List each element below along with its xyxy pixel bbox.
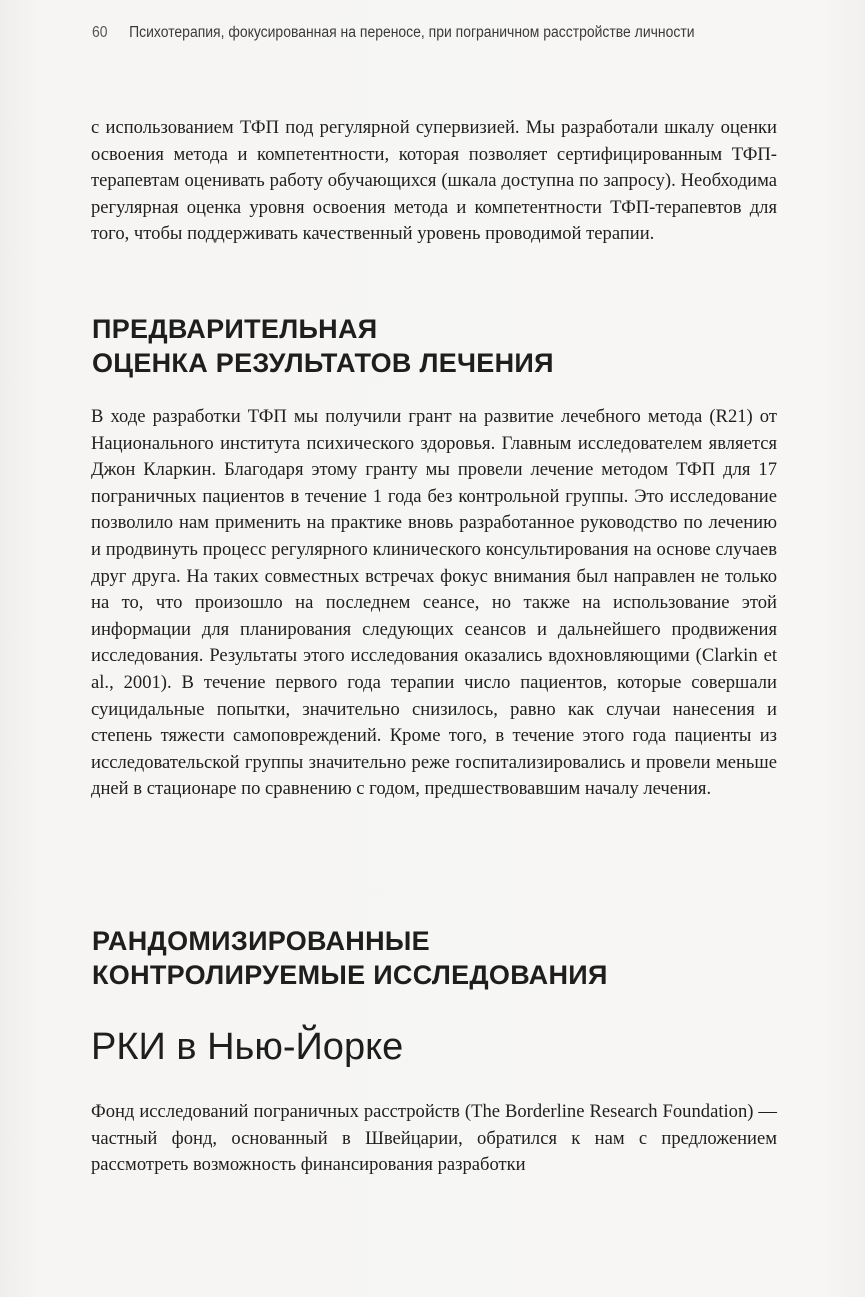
paragraph-intro: с использованием ТФП под регулярной супервизией. Мы разработали шкалу оценки освоения метода и компетентности, которая позволяет сертифицированным ТФП-терапевтам оценивать работу обучающихся (шкала доступна по запросу). Необходима регулярная оценка уровня освоения метода и компетентности ТФП-терапевтов для того, чтобы поддерживать качественный уровень проводимой терапии.	[91, 117, 777, 245]
heading-line: КОНТРОЛИРУЕМЫЕ ИССЛЕДОВАНИЯ	[92, 960, 608, 990]
heading-line: ПРЕДВАРИТЕЛЬНАЯ	[92, 314, 378, 344]
heading-line: РАНДОМИЗИРОВАННЫЕ	[92, 926, 430, 956]
page-number: 60	[92, 24, 108, 41]
paragraph-rct: Фонд исследований пограничных расстройств (The Borderline Research Foundation) — частный фонд, основанный в Швейцарии, обратился к нам с предложением рассмотреть возможность финансирования разработки	[91, 1101, 777, 1176]
book-title: Психотерапия, фокусированная на переносе, при пограничном расстройстве личности	[129, 24, 695, 41]
section-heading-preliminary	[92, 312, 554, 380]
running-head	[92, 24, 713, 42]
paragraph-preliminary: В ходе разработки ТФП мы получили грант на развитие лечебного метода (R21) от Национального института психического здоровья. Главным исследователем является Джон Кларкин. Благодаря этому гранту мы провели лечение методом ТФП для 17 пограничных пациентов в течение 1 года без контрольной группы. Это исследование позволило нам применить на практике вновь разработанное руководство по лечению и продвинуть процесс регулярного клинического консультирования на основе случаев друг друга. На таких совместных встречах фокус внимания был направлен не только на то, что произошло на последнем сеансе, но также на использование этой информации для планирования следующих сеансов и дальнейшего продвижения исследования. Результаты этого исследования оказались вдохновляющими (Clarkin et al., 2001). В течение первого года терапии число пациентов, которые совершали суицидальные попытки, значительно снизилось, равно как случаи нанесения и степень тяжести самоповреждений. Кроме того, в течение этого года пациенты из исследовательской группы значительно реже госпитализировались и провели меньше дней в стационаре по сравнению с годом, предшествовавшим началу лечения.	[91, 406, 777, 800]
subheading-rct-new-york: РКИ в Нью-Йорке	[91, 1026, 404, 1068]
heading-line: ОЦЕНКА РЕЗУЛЬТАТОВ ЛЕЧЕНИЯ	[92, 348, 554, 378]
section-heading-rct	[92, 924, 608, 992]
